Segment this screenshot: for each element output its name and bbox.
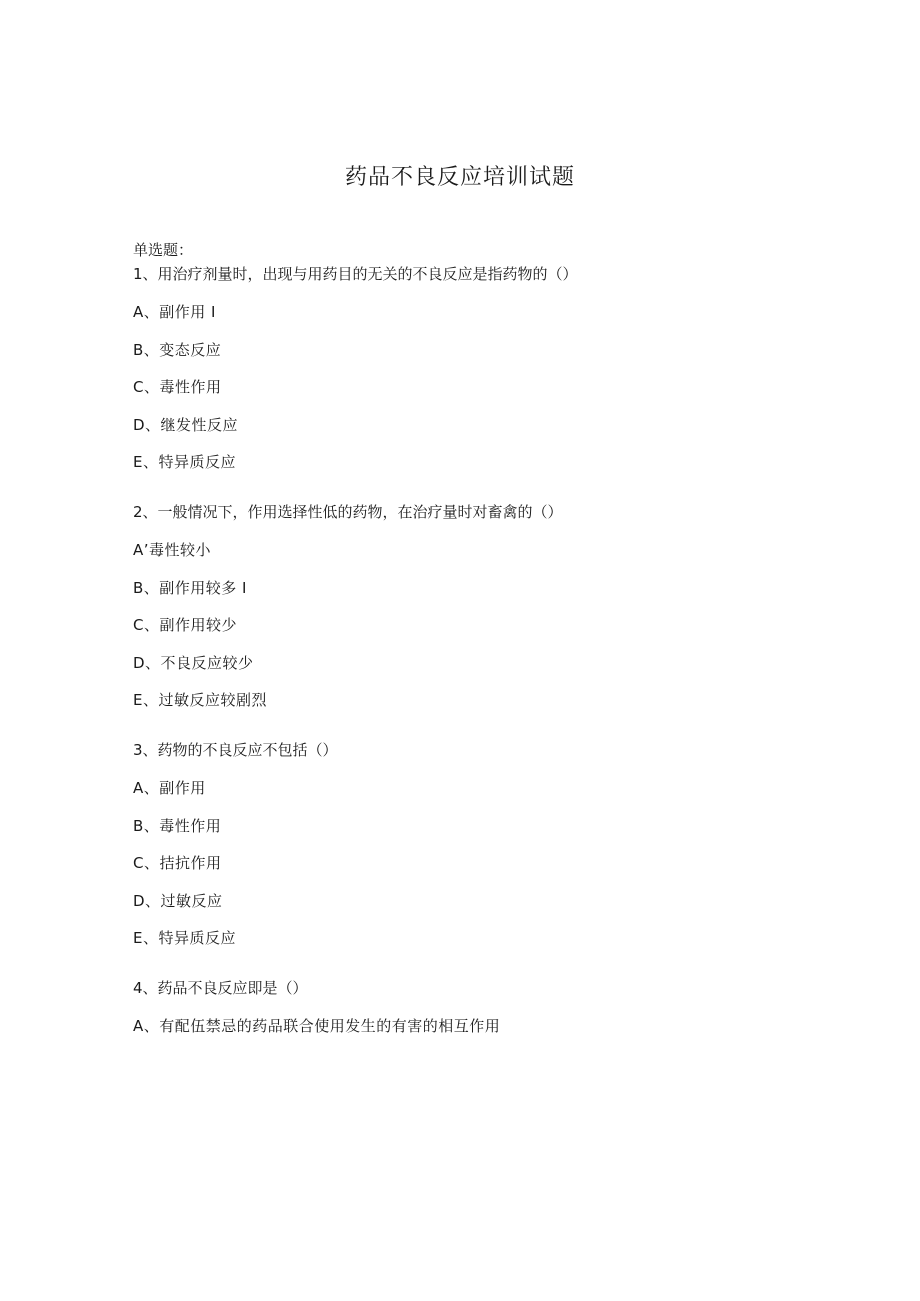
option-e: E、特异质反应	[133, 929, 236, 947]
option-d: D、继发性反应	[133, 415, 239, 434]
option-c: C、拮抗作用	[133, 854, 222, 872]
question-stem: 4、药品不良反应即是（）	[133, 979, 308, 997]
question-4	[133, 976, 833, 1038]
question-1	[133, 262, 833, 474]
page-title: 药品不良反应培训试题	[344, 165, 575, 190]
question-3	[133, 738, 833, 950]
option-d: D、不良反应较少	[133, 653, 254, 672]
option-a: A、副作用 I	[133, 303, 216, 321]
exam-content	[133, 238, 833, 1064]
question-stem: 1、用治疗剂量时，出现与用药目的无关的不良反应是指药物的（）	[133, 265, 578, 283]
option-c: C、毒性作用	[133, 378, 222, 396]
option-a: A、副作用	[133, 779, 206, 797]
option-c: C、副作用较少	[133, 616, 237, 634]
question-stem: 2、一般情况下，作用选择性低的药物，在治疗量时对畜禽的（）	[133, 503, 563, 521]
question-2	[133, 500, 833, 712]
option-b: B、毒性作用	[133, 816, 222, 835]
option-a: A’毒性较小	[133, 541, 212, 559]
option-a: A、有配伍禁忌的药品联合使用发生的有害的相互作用	[133, 1017, 501, 1035]
question-stem: 3、药物的不良反应不包括（）	[133, 741, 338, 759]
section-label: 单选题：	[133, 241, 194, 259]
option-b: B、变态反应	[133, 340, 222, 359]
option-e: E、特异质反应	[133, 453, 236, 471]
option-b: B、副作用较多 I	[133, 578, 247, 597]
option-d: D、过敏反应	[133, 891, 223, 910]
option-e: E、过敏反应较剧烈	[133, 691, 267, 709]
